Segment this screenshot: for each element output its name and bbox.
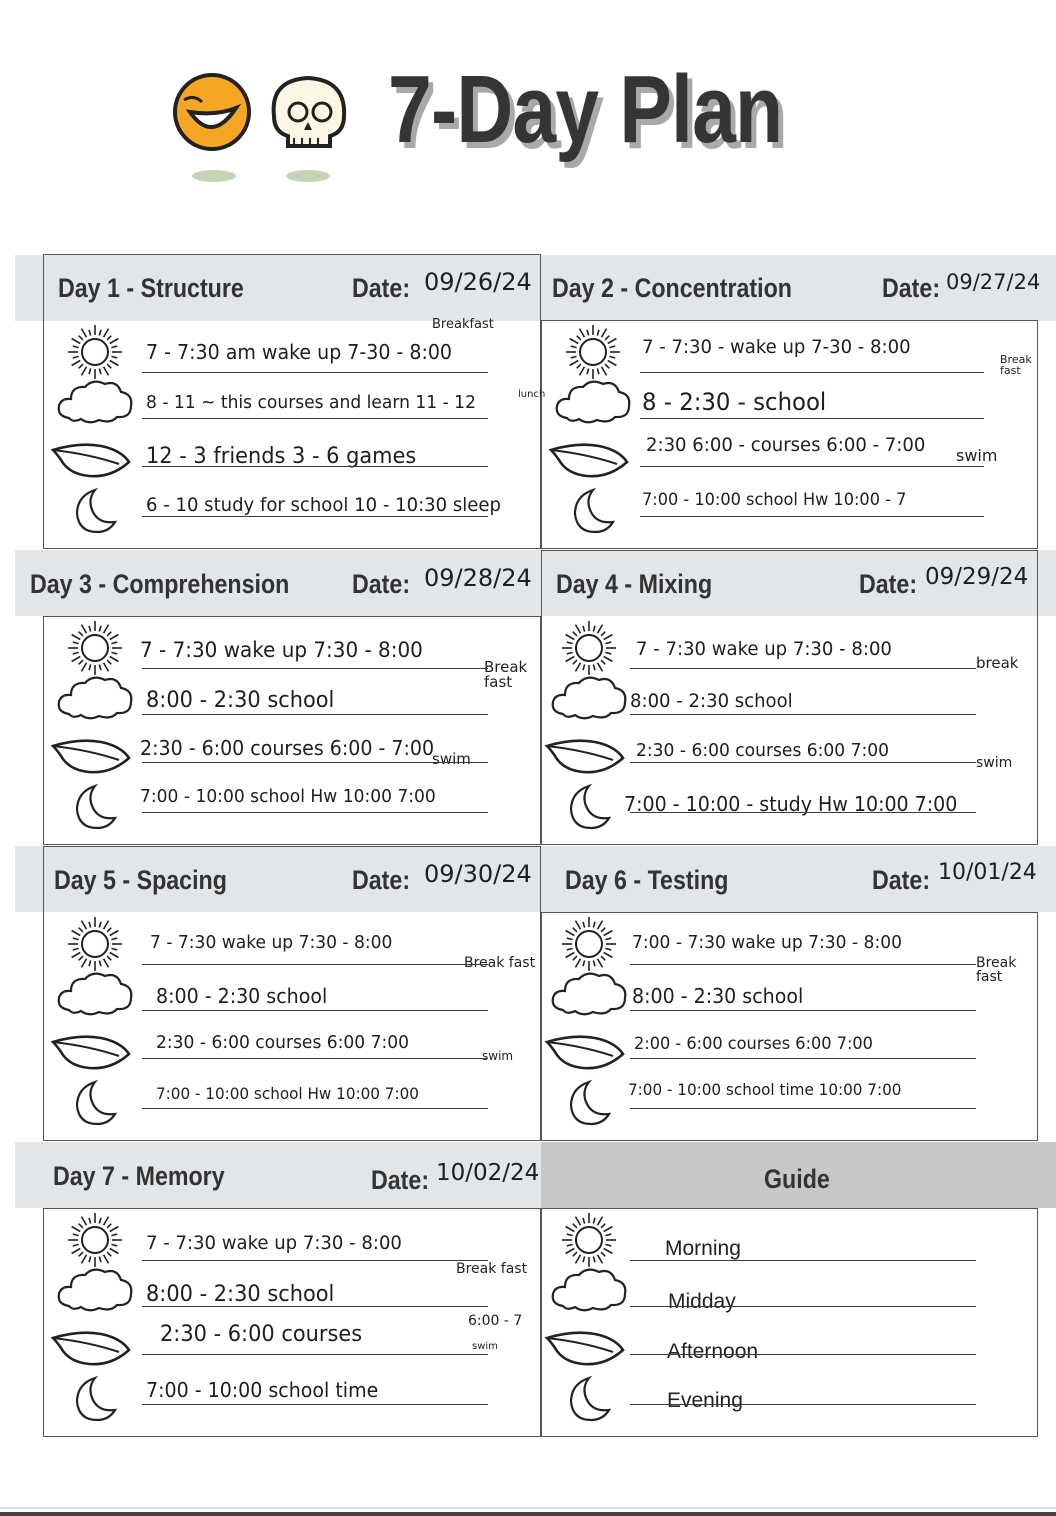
ruled-line xyxy=(630,812,976,813)
day-title: Day 1 - Structure xyxy=(58,273,244,303)
slot-note: Break fast xyxy=(976,955,1017,985)
slot-note: Break fast xyxy=(484,658,528,691)
guide-label-morning: Morning xyxy=(665,1237,741,1260)
ruled-line xyxy=(142,466,488,467)
ruled-line xyxy=(142,812,488,813)
slot-midday: 8:00 - 2:30 school xyxy=(146,688,335,713)
moon-icon xyxy=(563,1374,613,1424)
ruled-line xyxy=(142,1306,488,1307)
guide-label-midday: Midday xyxy=(668,1290,736,1313)
sun-icon xyxy=(63,916,127,972)
slot-afternoon: 2:00 - 6:00 courses 6:00 7:00 xyxy=(634,1034,873,1054)
slot-evening: 7:00 - 10:00 school time 10:00 7:00 xyxy=(628,1080,902,1099)
day-title: Day 3 - Comprehension xyxy=(30,569,290,599)
ruled-line xyxy=(142,1108,488,1109)
leaf-icon xyxy=(49,734,133,778)
slot-midday: 8:00 - 2:30 school xyxy=(156,984,328,1008)
slot-evening: 7:00 - 10:00 school Hw 10:00 7:00 xyxy=(156,1084,419,1103)
slot-note: break xyxy=(976,654,1019,672)
slot-afternoon: 2:30 - 6:00 courses 6:00 7:00 xyxy=(156,1032,410,1053)
slot-note: swim xyxy=(432,750,471,768)
ruled-line xyxy=(630,762,976,763)
ruled-line xyxy=(640,516,984,517)
leaf-icon xyxy=(49,1326,133,1370)
cloud-icon xyxy=(553,376,633,426)
slot-afternoon: 2:30 - 6:00 courses 6:00 - 7:00 xyxy=(140,736,435,760)
slot-note: Breakfast xyxy=(432,317,494,332)
ruled-line xyxy=(142,1058,488,1059)
slot-evening: 7:00 - 10:00 school Hw 10:00 - 7 xyxy=(642,490,907,510)
slot-note: swim xyxy=(976,755,1013,771)
day-date: 09/27/24 xyxy=(946,270,1041,294)
slot-morning: 7 - 7:30 wake up 7:30 - 8:00 xyxy=(150,932,393,953)
moon-icon xyxy=(69,1078,119,1128)
ruled-line xyxy=(640,372,984,373)
moon-icon xyxy=(563,1078,613,1128)
page-title: 7-Day Plan xyxy=(388,56,783,163)
cloud-icon xyxy=(549,1264,629,1314)
guide-label-evening: Evening xyxy=(667,1389,743,1412)
sun-icon xyxy=(557,916,621,972)
ruled-line xyxy=(630,1058,976,1059)
leaf-icon xyxy=(543,734,627,778)
date-label: Date: xyxy=(352,865,411,895)
footer-shade xyxy=(0,1507,1056,1509)
sun-icon xyxy=(63,324,127,380)
slot-note: Break fast xyxy=(1000,353,1032,377)
ruled-line xyxy=(630,714,976,715)
leaf-icon xyxy=(543,1326,627,1370)
slot-evening: 7:00 - 10:00 school time xyxy=(146,1378,379,1402)
slot-evening: 7:00 - 10:00 school Hw 10:00 7:00 xyxy=(140,786,436,807)
skull-icon xyxy=(264,72,354,184)
sun-icon xyxy=(561,324,625,380)
slot-morning: 7 - 7:30 wake up 7:30 - 8:00 xyxy=(636,638,892,660)
slot-morning: 7 - 7:30 wake up 7:30 - 8:00 xyxy=(140,638,423,662)
ruled-line xyxy=(142,714,488,715)
slot-morning: 7 - 7:30 - wake up 7-30 - 8:00 xyxy=(642,336,911,358)
moon-icon xyxy=(69,782,119,832)
day-date: 09/29/24 xyxy=(925,564,1029,590)
slot-afternoon: 2:30 - 6:00 courses 6:00 7:00 xyxy=(636,740,890,761)
ruled-line xyxy=(142,762,488,763)
cloud-icon xyxy=(55,376,135,426)
ruled-line xyxy=(142,964,488,965)
cloud-icon xyxy=(549,968,629,1018)
ruled-line xyxy=(640,418,984,419)
slot-midday: 8:00 - 2:30 school xyxy=(630,690,793,712)
smiley-icon xyxy=(172,72,256,184)
day-date: 10/01/24 xyxy=(938,860,1037,885)
ruled-line xyxy=(630,1108,976,1109)
day-date: 09/30/24 xyxy=(424,860,532,888)
footer-rule xyxy=(0,1512,1056,1516)
slot-note: lunch xyxy=(518,389,546,400)
guide-title: Guide xyxy=(764,1164,830,1194)
ruled-line xyxy=(142,1354,488,1355)
moon-icon xyxy=(563,782,613,832)
moon-icon xyxy=(567,486,617,536)
leaf-icon xyxy=(543,1030,627,1074)
slot-note: swim xyxy=(482,1049,514,1063)
leaf-icon xyxy=(547,438,631,482)
day-title: Day 5 - Spacing xyxy=(54,865,227,895)
sun-icon xyxy=(557,1212,621,1268)
slot-note: Break fast xyxy=(456,1261,528,1277)
day-date: 09/28/24 xyxy=(424,564,532,592)
guide-label-afternoon: Afternoon xyxy=(667,1340,759,1363)
slot-morning: 7 - 7:30 am wake up 7-30 - 8:00 xyxy=(146,340,453,364)
date-label: Date: xyxy=(882,273,941,303)
ruled-line xyxy=(630,964,976,965)
slot-note: Break fast xyxy=(464,955,536,971)
ruled-line xyxy=(142,516,488,517)
ruled-line xyxy=(630,1260,976,1261)
day-date: 10/02/24 xyxy=(436,1160,540,1186)
slot-morning: 7 - 7:30 wake up 7:30 - 8:00 xyxy=(146,1232,402,1254)
ruled-line xyxy=(630,668,976,669)
date-label: Date: xyxy=(352,273,411,303)
sun-icon xyxy=(63,1212,127,1268)
slot-evening: 7:00 - 10:00 - study Hw 10:00 7:00 xyxy=(624,792,958,816)
cloud-icon xyxy=(549,672,629,722)
date-label: Date: xyxy=(352,569,411,599)
sun-icon xyxy=(557,620,621,676)
leaf-icon xyxy=(49,438,133,482)
ruled-line xyxy=(142,1404,488,1405)
day-title: Day 4 - Mixing xyxy=(556,569,713,599)
slot-midday: 8 - 11 ~ this courses and learn 11 - 12 xyxy=(146,392,476,413)
slot-note: swim xyxy=(472,1341,498,1352)
ruled-line xyxy=(640,466,984,467)
cloud-icon xyxy=(55,672,135,722)
day-title: Day 6 - Testing xyxy=(565,865,729,895)
ruled-line xyxy=(142,418,488,419)
ruled-line xyxy=(142,1260,488,1261)
slot-midday: 8:00 - 2:30 school xyxy=(632,984,804,1008)
day-title: Day 2 - Concentration xyxy=(552,273,792,303)
date-label: Date: xyxy=(872,865,931,895)
slot-midday: 8:00 - 2:30 school xyxy=(146,1282,335,1307)
ruled-line xyxy=(630,1010,976,1011)
slot-evening: 6 - 10 study for school 10 - 10:30 sleep xyxy=(146,494,501,516)
date-label: Date: xyxy=(371,1165,430,1195)
slot-afternoon: 2:30 6:00 - courses 6:00 - 7:00 xyxy=(646,434,926,456)
slot-note: 6:00 - 7 xyxy=(468,1313,523,1329)
moon-icon xyxy=(69,1374,119,1424)
cloud-icon xyxy=(55,1264,135,1314)
ruled-line xyxy=(142,668,488,669)
slot-note: swim xyxy=(956,446,998,465)
slot-afternoon: 12 - 3 friends 3 - 6 games xyxy=(146,444,417,469)
ruled-line xyxy=(630,1306,976,1307)
day-title: Day 7 - Memory xyxy=(53,1161,225,1191)
ruled-line xyxy=(142,372,488,373)
moon-icon xyxy=(69,486,119,536)
date-label: Date: xyxy=(859,569,918,599)
slot-morning: 7:00 - 7:30 wake up 7:30 - 8:00 xyxy=(632,932,902,953)
leaf-icon xyxy=(49,1030,133,1074)
ruled-line xyxy=(630,1354,976,1355)
ruled-line xyxy=(142,1010,488,1011)
sun-icon xyxy=(63,620,127,676)
cloud-icon xyxy=(55,968,135,1018)
ruled-line xyxy=(630,1404,976,1405)
slot-afternoon: 2:30 - 6:00 courses xyxy=(160,1322,363,1347)
slot-midday: 8 - 2:30 - school xyxy=(642,388,827,416)
day-date: 09/26/24 xyxy=(424,268,532,296)
